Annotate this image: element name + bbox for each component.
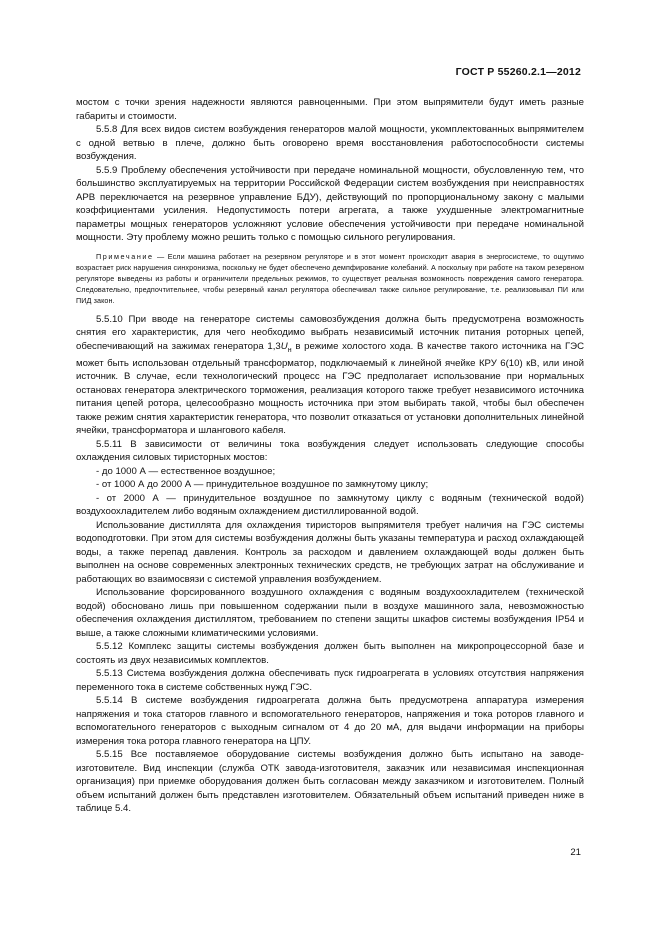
clause-5-5-13: 5.5.13 Система возбуждения должна обеспечивать пуск гидроагрегата в условиях отсутствия напряжения переменного тока в системе собственных нужд ГЭС.	[76, 668, 584, 693]
list-item: - от 2000 А — принудительное воздушное по замкнутому циклу с водяным (технической водой) воздухоохладителем либо водяным охлаждением дистиллированной водой.	[76, 492, 584, 518]
voltage-subscript: н	[287, 346, 292, 354]
note-label: Примечание	[96, 251, 154, 261]
list-item: - от 1000 А до 2000 А — принудительное воздушное по замкнутому циклу;	[96, 479, 429, 491]
paragraph-forced-air: Использование форсированного воздушного охлаждения с водяным воздухоохладителем (технической водой) обосновано лишь при повышенном содержании пыли в воздухе машинного зала, невозможностью обеспечения охлаждения дистиллятом, требованием по степени защиты шкафов системы возбуждения IP54 и выше, а также сложными климатическими условиями.	[76, 587, 584, 639]
clause-5-5-14: 5.5.14 В системе возбуждения гидроагрегата должна быть предусмотрена аппаратура измерения напряжения и тока статоров главного и вспомогательного генераторов, напряжения и тока роторов главного и вспомогательного генераторов с выходным сигналом от 4 до 20 мА, для выдачи информации на приборы измерения тока ротора главного генератора на ЦПУ.	[76, 695, 584, 747]
clause-5-5-11: 5.5.11 В зависимости от величины тока возбуждения следует использовать следующие способы охлаждения силовых тиристорных мостов:	[76, 438, 584, 464]
note-block	[76, 251, 584, 307]
document-body	[76, 96, 584, 816]
paragraph-continuation: мостом с точки зрения надежности являются равноценными. При этом выпрямители будут иметь разные габариты и стоимости.	[76, 97, 584, 122]
voltage-symbol: U	[280, 340, 288, 352]
paragraph-distillate: Использование дистиллята для охлаждения тиристоров выпрямителя требует наличия на ГЭС системы водоподготовки. При этом для системы возбуждения должны быть указаны температура и расход охлаждающей воды, а также перепад давления. Контроль за расходом и давлением охлаждающей воды должен быть выполнен на основе современных электронных технических средств, не требующих затрат на обслуживание и работающих во взаимосвязи с системой управления возбуждением.	[76, 519, 584, 585]
clause-5-5-8: 5.5.8 Для всех видов систем возбуждения генераторов малой мощности, укомплектованных выпрямителем с одной ветвью в плече, должно быть оговорено время восстановления работоспособности системы возбуждения.	[76, 124, 584, 162]
clause-5-5-10-part-a: 5.5.10 При вводе на генераторе системы самовозбуждения должна быть предусмотрена возможность снятия его характеристик, для чего необходимо выбрать независимый источник питания роторных цепей, обеспечивающий на зажимах генератора 1,3	[76, 313, 584, 352]
clause-5-5-12: 5.5.12 Комплекс защиты системы возбуждения должен быть выполнен на микропроцессорной базе и состоять из двух независимых комплектов.	[76, 641, 584, 666]
note-text: — Если машина работает на резервном регуляторе и в этот момент происходит авария в энергосистеме, то ощутимо возрастает риск нарушения синхронизма, поскольку не будет обеспечено демпфирование колебаний. А поскольку при работе на таком резервном регуляторе выведены из работы и ограничители предельных режимов, то существует реальная возможность повреждения самого генератора. Следовательно, предпочтительнее, чтобы резервный канал регулятора обеспечивал также сильное регулирование, т.е. реализовывал ПИ или ПИД закон.	[76, 251, 584, 306]
clause-5-5-9: 5.5.9 Проблему обеспечения устойчивости при передаче номинальной мощности, обусловленную тем, что большинство эксплуатируемых на территории Российской Федерации систем возбуждения при неисправностях АРВ переключается на резервное управление БДУ), действующий по пропорциональному закону с малыми коэффициентами усиления. Недопустимость потери агрегата, а также ухудшенные электромагнитные параметры мощных генераторов усложняют условие обеспечения устойчивости при передаче номинальной мощности. Эту проблему можно решить только с помощью сильного регулирования.	[76, 164, 584, 243]
clause-5-5-10	[76, 313, 584, 438]
page-number: 21	[570, 847, 581, 858]
clause-5-5-10-part-b: в режиме холостого хода. В качестве такого источника на ГЭС может быть использован отдельный трансформатор, подключаемый к линейной ячейке КРУ 6(10) кВ, или иной источник. В случае, если технологический процесс на ГЭС предполагает использование при нормальных остановах генератора электрического торможения, реализация которого также требует независимого источника питания цепей ротора, целесообразно мощность источника при этом выбирать такой, чтобы был обеспечен также режим снятия характеристик генератора, что позволит отказаться от установки дополнительных линейной ячейки, трансформатора и шлангового кабеля.	[76, 340, 585, 437]
clause-5-5-15: 5.5.15 Все поставляемое оборудование системы возбуждения должно быть испытано на заводе-изготовителе. Вид инспекции (служба ОТК завода-изготовителя, заказчик или независимая инспекционная организация) при приемке оборудования должен быть согласован между заказчиком и изготовителем. Полный объем испытаний должен быть представлен изготовителем. Обязательный объем испытаний приведен ниже в таблице 5.4.	[76, 749, 584, 815]
list-item: - до 1000 А — естественное воздушное;	[96, 465, 276, 477]
document-code-header: ГОСТ Р 55260.2.1—2012	[455, 66, 581, 78]
